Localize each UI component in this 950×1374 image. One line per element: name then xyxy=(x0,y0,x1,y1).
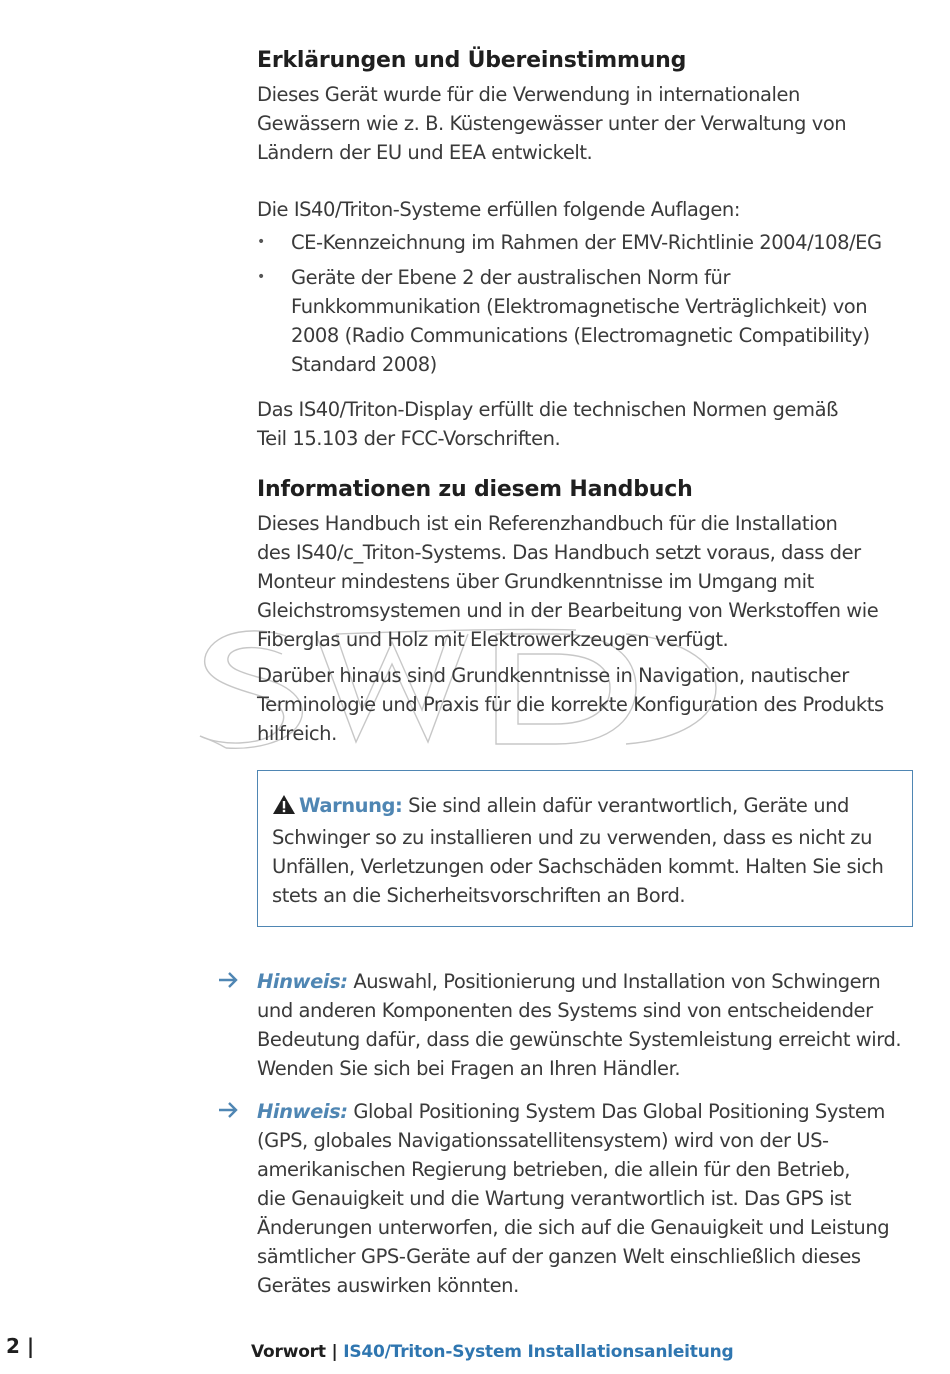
text-line: Fiberglas und Holz mit Elektrowerkzeugen verfügt. xyxy=(257,628,729,651)
text-line: Geräte der Ebene 2 der australischen Norm für xyxy=(291,266,731,289)
text-line: Unfällen, Verletzungen oder Sachschäden kommt. Halten Sie sich xyxy=(272,855,884,878)
text-line: Dieses Handbuch ist ein Referenzhandbuch für die Installation xyxy=(257,512,838,535)
compliance-intro: Die IS40/Triton-Systeme erfüllen folgende Auflagen: xyxy=(257,198,740,221)
list-item xyxy=(257,263,917,379)
declarations-paragraph xyxy=(257,80,917,167)
arrow-right-icon xyxy=(217,1099,239,1125)
text-line: Monteur mindestens über Grundkenntnisse im Umgang mit xyxy=(257,570,814,593)
hint-note xyxy=(257,1097,917,1300)
text-line: Standard 2008) xyxy=(291,353,437,376)
footer-running-title xyxy=(251,1342,734,1362)
compliance-list xyxy=(257,228,917,379)
text-line: 2008 (Radio Communications (Electromagnetic Compatibility) xyxy=(291,324,870,347)
text-line: Wenden Sie sich bei Fragen an Ihren Händler. xyxy=(257,1057,681,1080)
section-title-declarations: Erklärungen und Übereinstimmung xyxy=(257,48,687,73)
text-line: Global Positioning System Das Global Positioning System xyxy=(353,1100,885,1123)
text-line: Funkkommunikation (Elektromagnetische Verträglichkeit) von xyxy=(291,295,868,318)
text-line: CE-Kennzeichnung im Rahmen der EMV-Richtlinie 2004/108/EG xyxy=(291,231,882,254)
text-line: Ländern der EU und EEA entwickelt. xyxy=(257,141,593,164)
fcc-paragraph xyxy=(257,395,917,453)
text-line: Dieses Gerät wurde für die Verwendung in internationalen xyxy=(257,83,800,106)
warning-box xyxy=(257,770,913,927)
text-line: Das IS40/Triton-Display erfüllt die technischen Normen gemäß xyxy=(257,398,838,421)
warning-triangle-icon xyxy=(272,794,296,823)
text-line: (GPS, globales Navigationssatellitensystem) wird von der US- xyxy=(257,1129,829,1152)
bullet-icon: • xyxy=(257,234,265,250)
text-line: Darüber hinaus sind Grundkenntnisse in Navigation, nautischer xyxy=(257,664,849,687)
text-line: Auswahl, Positionierung und Installation von Schwingern xyxy=(353,970,881,993)
hint-text xyxy=(257,967,917,1083)
text-line: Schwinger so zu installieren und zu verwenden, dass es nicht zu xyxy=(272,826,873,849)
section-title-manual-info: Informationen zu diesem Handbuch xyxy=(257,477,693,502)
footer-separator: | xyxy=(331,1342,338,1362)
main-content xyxy=(257,44,917,1300)
text-line: die Genauigkeit und die Wartung verantwortlich ist. Das GPS ist xyxy=(257,1187,852,1210)
text-line: Teil 15.103 der FCC-Vorschriften. xyxy=(257,427,561,450)
arrow-right-icon xyxy=(217,969,239,995)
text-line: und anderen Komponenten des Systems sind von entscheidender xyxy=(257,999,873,1022)
manual-info-paragraph xyxy=(257,509,917,654)
text-line: des IS40/c_Triton-Systems. Das Handbuch setzt voraus, dass der xyxy=(257,541,861,564)
hint-label: Hinweis: xyxy=(257,970,348,993)
text-line: Gewässern wie z. B. Küstengewässer unter der Verwaltung von xyxy=(257,112,847,135)
footer-doc-title: IS40/Triton-System Installationsanleitung xyxy=(343,1342,734,1362)
page-number: 2 | xyxy=(6,1334,35,1358)
footer-chapter: Vorwort xyxy=(251,1342,326,1362)
hint-label: Hinweis: xyxy=(257,1100,348,1123)
text-line: Änderungen unterworfen, die sich auf die Genauigkeit und Leistung xyxy=(257,1216,890,1239)
text-line: stets an die Sicherheitsvorschriften an Bord. xyxy=(272,884,686,907)
text-line: Gleichstromsystemen und in der Bearbeitung von Werkstoffen wie xyxy=(257,599,879,622)
text-line: Bedeutung dafür, dass die gewünschte Systemleistung erreicht wird. xyxy=(257,1028,902,1051)
prerequisites-paragraph xyxy=(257,661,917,748)
warning-label: Warnung: xyxy=(299,794,403,817)
text-line: sämtlicher GPS-Geräte auf der ganzen Welt einschließlich dieses xyxy=(257,1245,861,1268)
hint-text xyxy=(257,1097,917,1300)
list-item xyxy=(257,228,917,257)
text-line: Terminologie und Praxis für die korrekte Konfiguration des Produkts xyxy=(257,693,884,716)
hint-note xyxy=(257,967,917,1083)
text-line: hilfreich. xyxy=(257,722,337,745)
bullet-icon: • xyxy=(257,269,265,285)
text-line: amerikanischen Regierung betrieben, die allein für den Betrieb, xyxy=(257,1158,851,1181)
text-line: Sie sind allein dafür verantwortlich, Geräte und xyxy=(408,794,849,817)
text-line: Gerätes auswirken könnten. xyxy=(257,1274,519,1297)
warning-text xyxy=(272,791,898,910)
